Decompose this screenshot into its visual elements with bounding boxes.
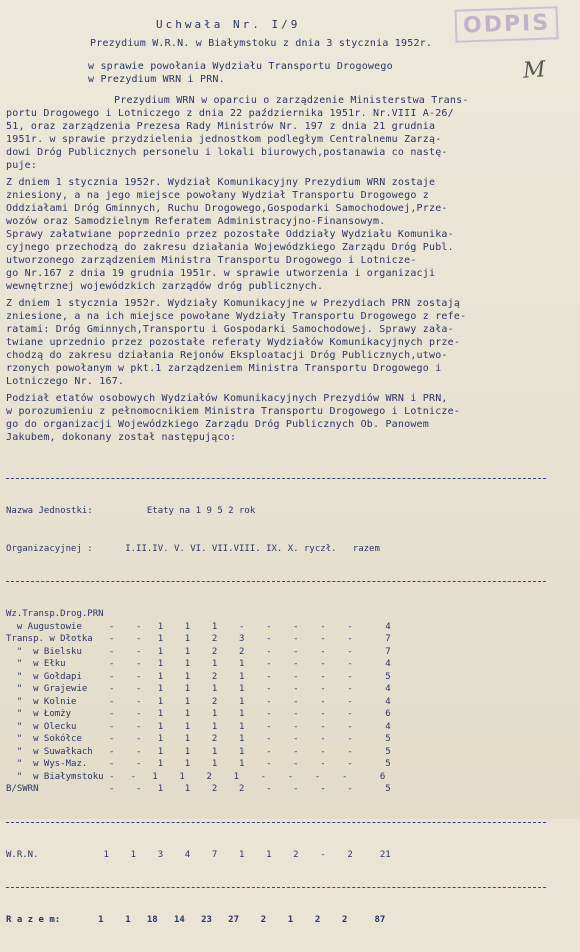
- paragraph: [6, 176, 570, 293]
- paragraph-line: go do organizacji Wojewódzkiego Zarządu Dróg Publicznych Ob. Panowem: [6, 419, 429, 430]
- table-row: " w Gołdapi - - 1 1 2 1 - - - - 5: [6, 671, 391, 682]
- paragraph-line: cyjnego przechodzą do zakresu działania Wojewódzkiego Zarządu Dróg Publ.: [6, 242, 454, 253]
- paragraph-line: zniesiony, a na jego miejsce powołany Wydział Transportu Drogowego z: [6, 190, 429, 201]
- paragraph-line: dowi Dróg Publicznych personelu i lokali biurowych,postanawia co nastę-: [6, 147, 448, 158]
- body-paragraphs: [6, 94, 570, 444]
- paragraph-line: portu Drogowego i Lotniczego z dnia 22 października 1951r. Nr.VIII A-26/: [6, 108, 454, 119]
- table-rule-bottom: [6, 887, 546, 888]
- table-head-2: Organizacyjnej : I.II.IV. V. VI. VII.VIII. IX. X. ryczł. razem: [6, 543, 380, 554]
- table-row: Transp. w Dłotka - - 1 1 2 3 - - - - 7: [6, 634, 391, 644]
- table-row: " w Łomży - - 1 1 1 1 - - - - 6: [6, 709, 391, 719]
- paragraph-line: Z dniem 1 stycznia 1952r. Wydział Komunikacyjny Prezydium WRN zostaje: [6, 177, 436, 188]
- paragraph-line: 1951r. w sprawie przydzielenia jednostkom podległym Centralnemu Zarzą-: [6, 134, 442, 145]
- table-total-wrn: W.R.N. 1 1 3 4 7 1 1 2 - 2 21: [6, 849, 391, 860]
- paragraph-line: Sprawy załatwiane poprzednio przez pozostałe Oddziały Wydziału Komunika-: [6, 229, 454, 240]
- handwritten-mark: M: [522, 57, 547, 84]
- paragraph-line: w porozumieniu z pełnomocnikiem Ministra Transportu Drogowego i Lotnicze-: [6, 406, 461, 417]
- table-rule-total: [6, 822, 546, 823]
- subject-line-1: w sprawie powołania Wydziału Transportu Drogowego: [88, 61, 393, 72]
- table-row: " w Sokółce - - 1 1 2 1 - - - - 5: [6, 734, 391, 744]
- table-row: " w Wys-Maz. - - 1 1 1 1 - - - - 5: [6, 759, 391, 769]
- paragraph-line: Oddziałami Dróg Gminnych, Ruchu Drogowego,Gospodarki Samochodowej,Prze-: [6, 203, 448, 214]
- table-row: " w Ełku - - 1 1 1 1 - - - - 4: [6, 659, 391, 669]
- paragraph-line: chodzą do zakresu działania Rejonów Eksploatacji Dróg Publicznych,utwo-: [6, 350, 448, 361]
- paragraph-line: twiane uprzednio przez pozostałe referaty Wydziałów Komunikacyjnych prze-: [6, 337, 461, 348]
- paragraph-line: rzonych powołanym w pkt.1 zarządzeniem Ministra Transportu Drogowego i: [6, 363, 442, 374]
- paragraph-line: Jakubem, dokonany został następująco:: [6, 432, 237, 443]
- table-row: " w Suwałkach - - 1 1 1 1 - - - - 5: [6, 746, 391, 757]
- paragraph-line: Prezydium WRN w oparciu o zarządzenie Ministerstwa Trans-: [114, 95, 469, 106]
- paragraph-line: 51, oraz zarządzenia Prezesa Rady Ministrów Nr. 197 z dnia 21 grudnia: [6, 121, 436, 132]
- resolution-title: Uchwała Nr. I/9: [156, 18, 301, 31]
- table-row: " w Bielsku - - 1 1 2 2 - - - - 7: [6, 646, 391, 657]
- paragraph: [6, 392, 570, 444]
- odpis-stamp: ODPIS: [454, 6, 558, 43]
- presidium-line: Prezydium W.R.N. w Białymstoku z dnia 3 stycznia 1952r.: [90, 38, 433, 49]
- paragraph: [6, 297, 570, 388]
- paragraph-line: ratami: Dróg Gminnych,Transportu i Gospodarki Samochodowej. Sprawy zała-: [6, 324, 454, 335]
- subject-line-2: w Prezydium WRN i PRN.: [88, 74, 225, 85]
- table-row: " w Grajewie - - 1 1 1 1 - - - - 4: [6, 684, 391, 694]
- table-row: w Augustowie - - 1 1 1 - - - - - 4: [6, 621, 391, 632]
- paragraph-line: utworzonego zarządzeniem Ministra Transportu Drogowego i Lotnicze-: [6, 255, 417, 266]
- table-row: B/SWRN - - 1 1 2 2 - - - - 5: [6, 784, 391, 794]
- paragraph-line: wewnętrznej wojewódzkich zarządów dróg publicznych.: [6, 281, 324, 292]
- table-row: " w Białymstoku - - 1 1 2 1 - - - - 6: [6, 771, 386, 782]
- table-rule-head: [6, 581, 546, 582]
- table-head-1: Nazwa Jednostki: Etaty na 1 9 5 2 rok: [6, 506, 256, 516]
- paragraph-line: Lotniczego Nr. 167.: [6, 376, 125, 387]
- paragraph-line: Podział etatów osobowych Wydziałów Komunikacyjnych Prezydiów WRN i PRN,: [6, 393, 448, 404]
- staff-table: [6, 452, 570, 952]
- paragraph: [6, 94, 570, 172]
- paragraph-line: zniesione, a na ich miejsce powołane Wydziały Transportu Drogowego z refe-: [6, 311, 467, 322]
- table-row: " w Olecku - - 1 1 1 1 - - - - 4: [6, 721, 391, 732]
- paragraph-line: puje:: [6, 160, 38, 171]
- table-row: Wz.Transp.Drog.PRN: [6, 609, 104, 619]
- paragraph-line: go Nr.167 z dnia 19 grudnia 1951r. w sprawie utworzenia i organizacji: [6, 268, 436, 279]
- table-row: " w Kolnie - - 1 1 2 1 - - - - 4: [6, 696, 391, 707]
- paragraph-line: wozów oraz Samodzielnym Referatem Administracyjno-Finansowym.: [6, 216, 386, 227]
- table-body: [6, 608, 570, 796]
- table-rule-top: [6, 478, 546, 479]
- table-total-sum: R a z e m: 1 1 18 14 23 27 2 1 2 2 87: [6, 915, 386, 925]
- paragraph-line: Z dniem 1 stycznia 1952r. Wydziały Komunikacyjne w Prezydiach PRN zostają: [6, 298, 461, 309]
